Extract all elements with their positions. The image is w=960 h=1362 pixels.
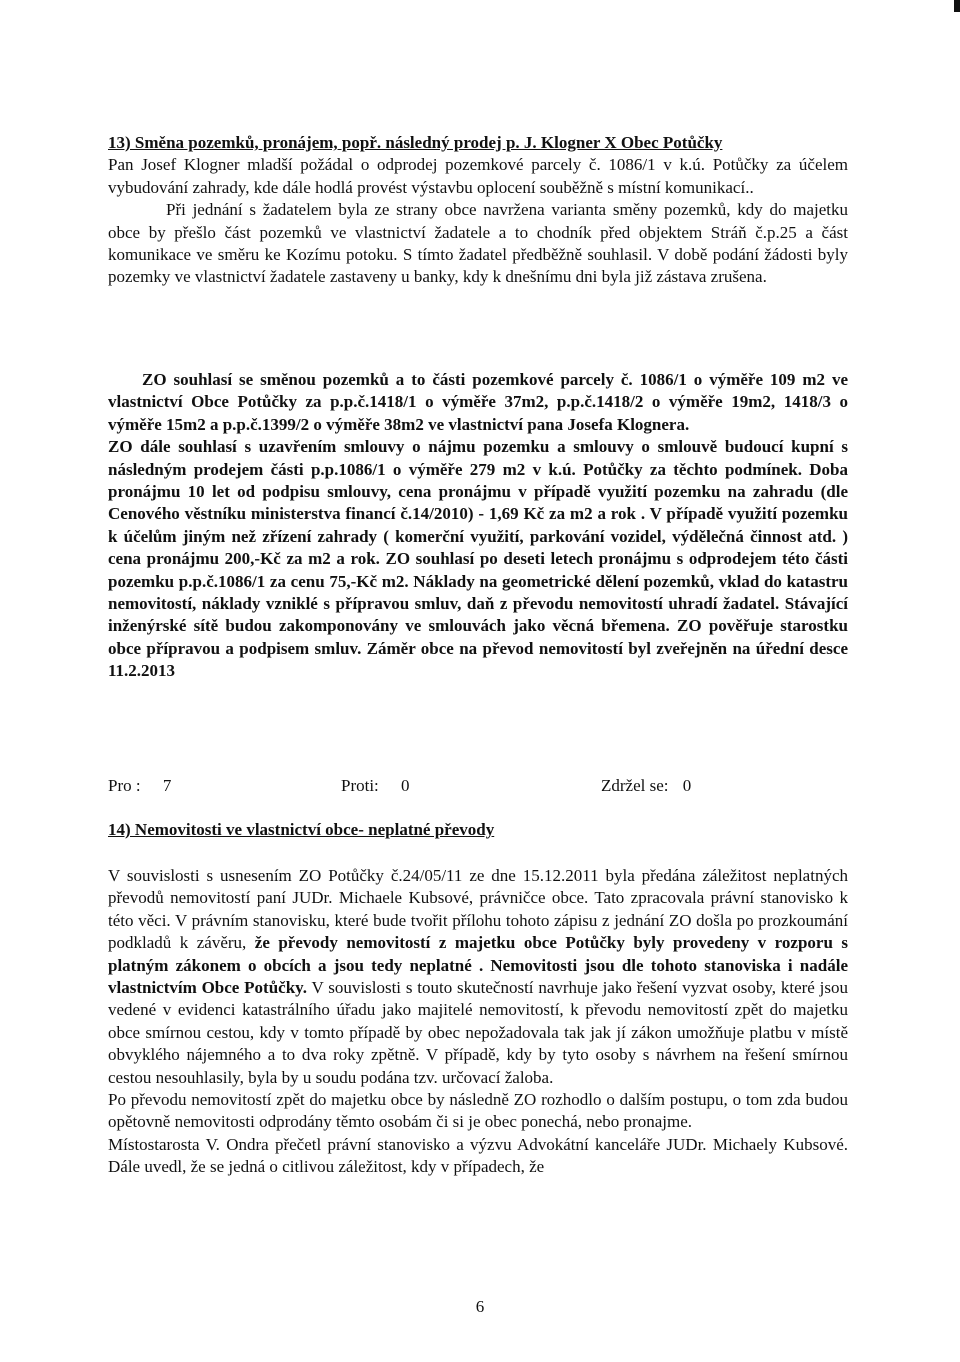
section-13-paragraph-1: Pan Josef Klogner mladší požádal o odprodej pozemkové parcely č. 1086/1 v k.ú. Potůčky za účelem vybudování zahrady, kde dále hodlá provést výstavbu oplocení souběžně s místní komunikací.. [108, 155, 848, 197]
section-13-paragraph-2: Při jednání s žadatelem byla ze strany obce navržena varianta směny pozemků, kdy do majetku obce by přešlo část pozemků ve vlastnictví žadatele a to chodník před objektem Stráň č.p.25 a část komunikace ve směru ke Kozímu potoku. S tímto žadatel předběžně souhlasil. V době podání žádosti byly pozemky ve vlastnictví žadatele zastaveny u banky, kdy k dnešnímu dni byla již zástava zrušena. [108, 200, 848, 287]
vote-proti [341, 775, 410, 797]
vote-zdrzel-value: 0 [682, 776, 692, 795]
section-14 [108, 819, 848, 841]
resolution-lease: ZO dále souhlasí s uzavřením smlouvy o nájmu pozemku a smlouvy o smlouvě budoucí kupní s následným prodejem části p.p.1086/1 o výměře 279 m2 v k.ú. Potůčky za těchto podmínek. Doba pronájmu 10 let od podpisu smlouvy, cena pronájmu v případě využití pozemku na zahradu (dle Cenového věstníku ministerstva financí č.14/2010) - 1,69 Kč za m2 a rok . V případě využití pozemku k účelům jiným než zřízení zahrady ( komerční využití, parkování vozidel, výdělečná činnost atd. ) cena pronájmu 200,-Kč za m2 a rok. ZO souhlasí po deseti letech pronájmu s odprodejem této části pozemku p.p.č.1086/1 za cenu 75,-Kč m2. Náklady na geometrické dělení pozemků, vklad do katastru nemovitostí, náklady vzniklé s přípravou smluv, daň z převodu nemovitostí uhradí žadatel. Stávající inženýrské sítě budou zakomponovány ve smlouvách jako věcná břemena. ZO pověřuje starostku obce přípravou a podpisem smluv. Záměr obce na převod nemovitostí byl zveřejněn na úřední desce 11.2.2013 [108, 437, 848, 681]
vote-proti-label: Proti: [341, 776, 379, 795]
resolution-exchange: ZO souhlasí se směnou pozemků a to části pozemkové parcely č. 1086/1 o výměře 109 m2 ve vlastnictví Obce Potůčky za p.p.č.1418/1 o výměře 37m2, p.p.č.1418/2 o výměře 19m2, 1418/3 o výměře 15m2 a p.p.č.1399/2 o výměře 38m2 ve vlastnictví pana Josefa Klognera. [108, 370, 848, 434]
vote-pro-value: 7 [162, 776, 172, 795]
section-13-resolution [108, 369, 848, 683]
section-14-paragraph-1 [108, 865, 848, 1089]
section-14-paragraph-3: Místostarosta V. Ondra přečetl právní stanovisko a výzvu Advokátní kanceláře JUDr. Michaely Kubsové. Dále uvedl, že se jedná o citlivou záležitost, kdy v případech, že [108, 1134, 848, 1177]
vote-proti-value: 0 [401, 776, 410, 795]
paragraph-1-conclusion: že převody nemovitostí z majetku obce Potůčky byly provedeny v rozporu s platným zákonem o obcích a jsou tedy neplatné . Nemovitosti jsou dle tohoto stanoviska i nadále vlastnictvím Obce Potůčky. [108, 933, 848, 998]
vote-zdrzel [601, 775, 691, 797]
section-13-heading: 13) Směna pozemků, pronájem, popř. následný prodej p. J. Klogner X Obec Potůčky [108, 133, 723, 152]
vote-pro [108, 775, 171, 797]
page-number: 6 [475, 1297, 485, 1316]
paragraph-1-text-a: V souvislosti s usnesením ZO Potůčky č.24/05/11 ze dne 15.12.2011 byla předána záležitost neplatných převodů nemovitostí paní JUDr. Michaele Kubsové, právničce obce. Tato zpracovala právní stanovisko k této věci. V právním stanovisku, které bude tvořit přílohu tohoto zápisu z jednání ZO došla po prozkoumání podkladů k závěru, [108, 866, 848, 953]
vote-pro-label: Pro : [108, 776, 141, 795]
section-14-heading: 14) Nemovitosti ve vlastnictví obce- neplatné převody [108, 820, 495, 839]
scan-edge-mark [954, 0, 960, 12]
section-13 [108, 132, 848, 289]
section-14-body [108, 865, 848, 1179]
section-14-paragraph-2: Po převodu nemovitostí zpět do majetku obce by následně ZO rozhodlo o dalším postupu, o tom zda budou opětovně nemovitosti odprodány těmto osobám či si je obec ponechá, nebo pronajme. [108, 1090, 848, 1132]
paragraph-1-text-b: V souvislosti s touto skutečností navrhuje jako řešení vyzvat osoby, které jsou vedené v evidenci katastrálního úřadu jako majitelé nemovitostí, k převodu nemovitostí zpět do majetku obce smírnou cestou, kdy v tomto případě by obec nepožadovala tak jak jí zákon umožňuje platbu v místě obvyklého nájemného a to dva roky zpětně. V případě, kdy by tyto osoby s návrhem na řešení smírnou cestou nesouhlasily, byla by u soudu podána tzv. určovací žaloba. [108, 978, 848, 1087]
vote-zdrzel-label: Zdržel se: [601, 776, 669, 795]
